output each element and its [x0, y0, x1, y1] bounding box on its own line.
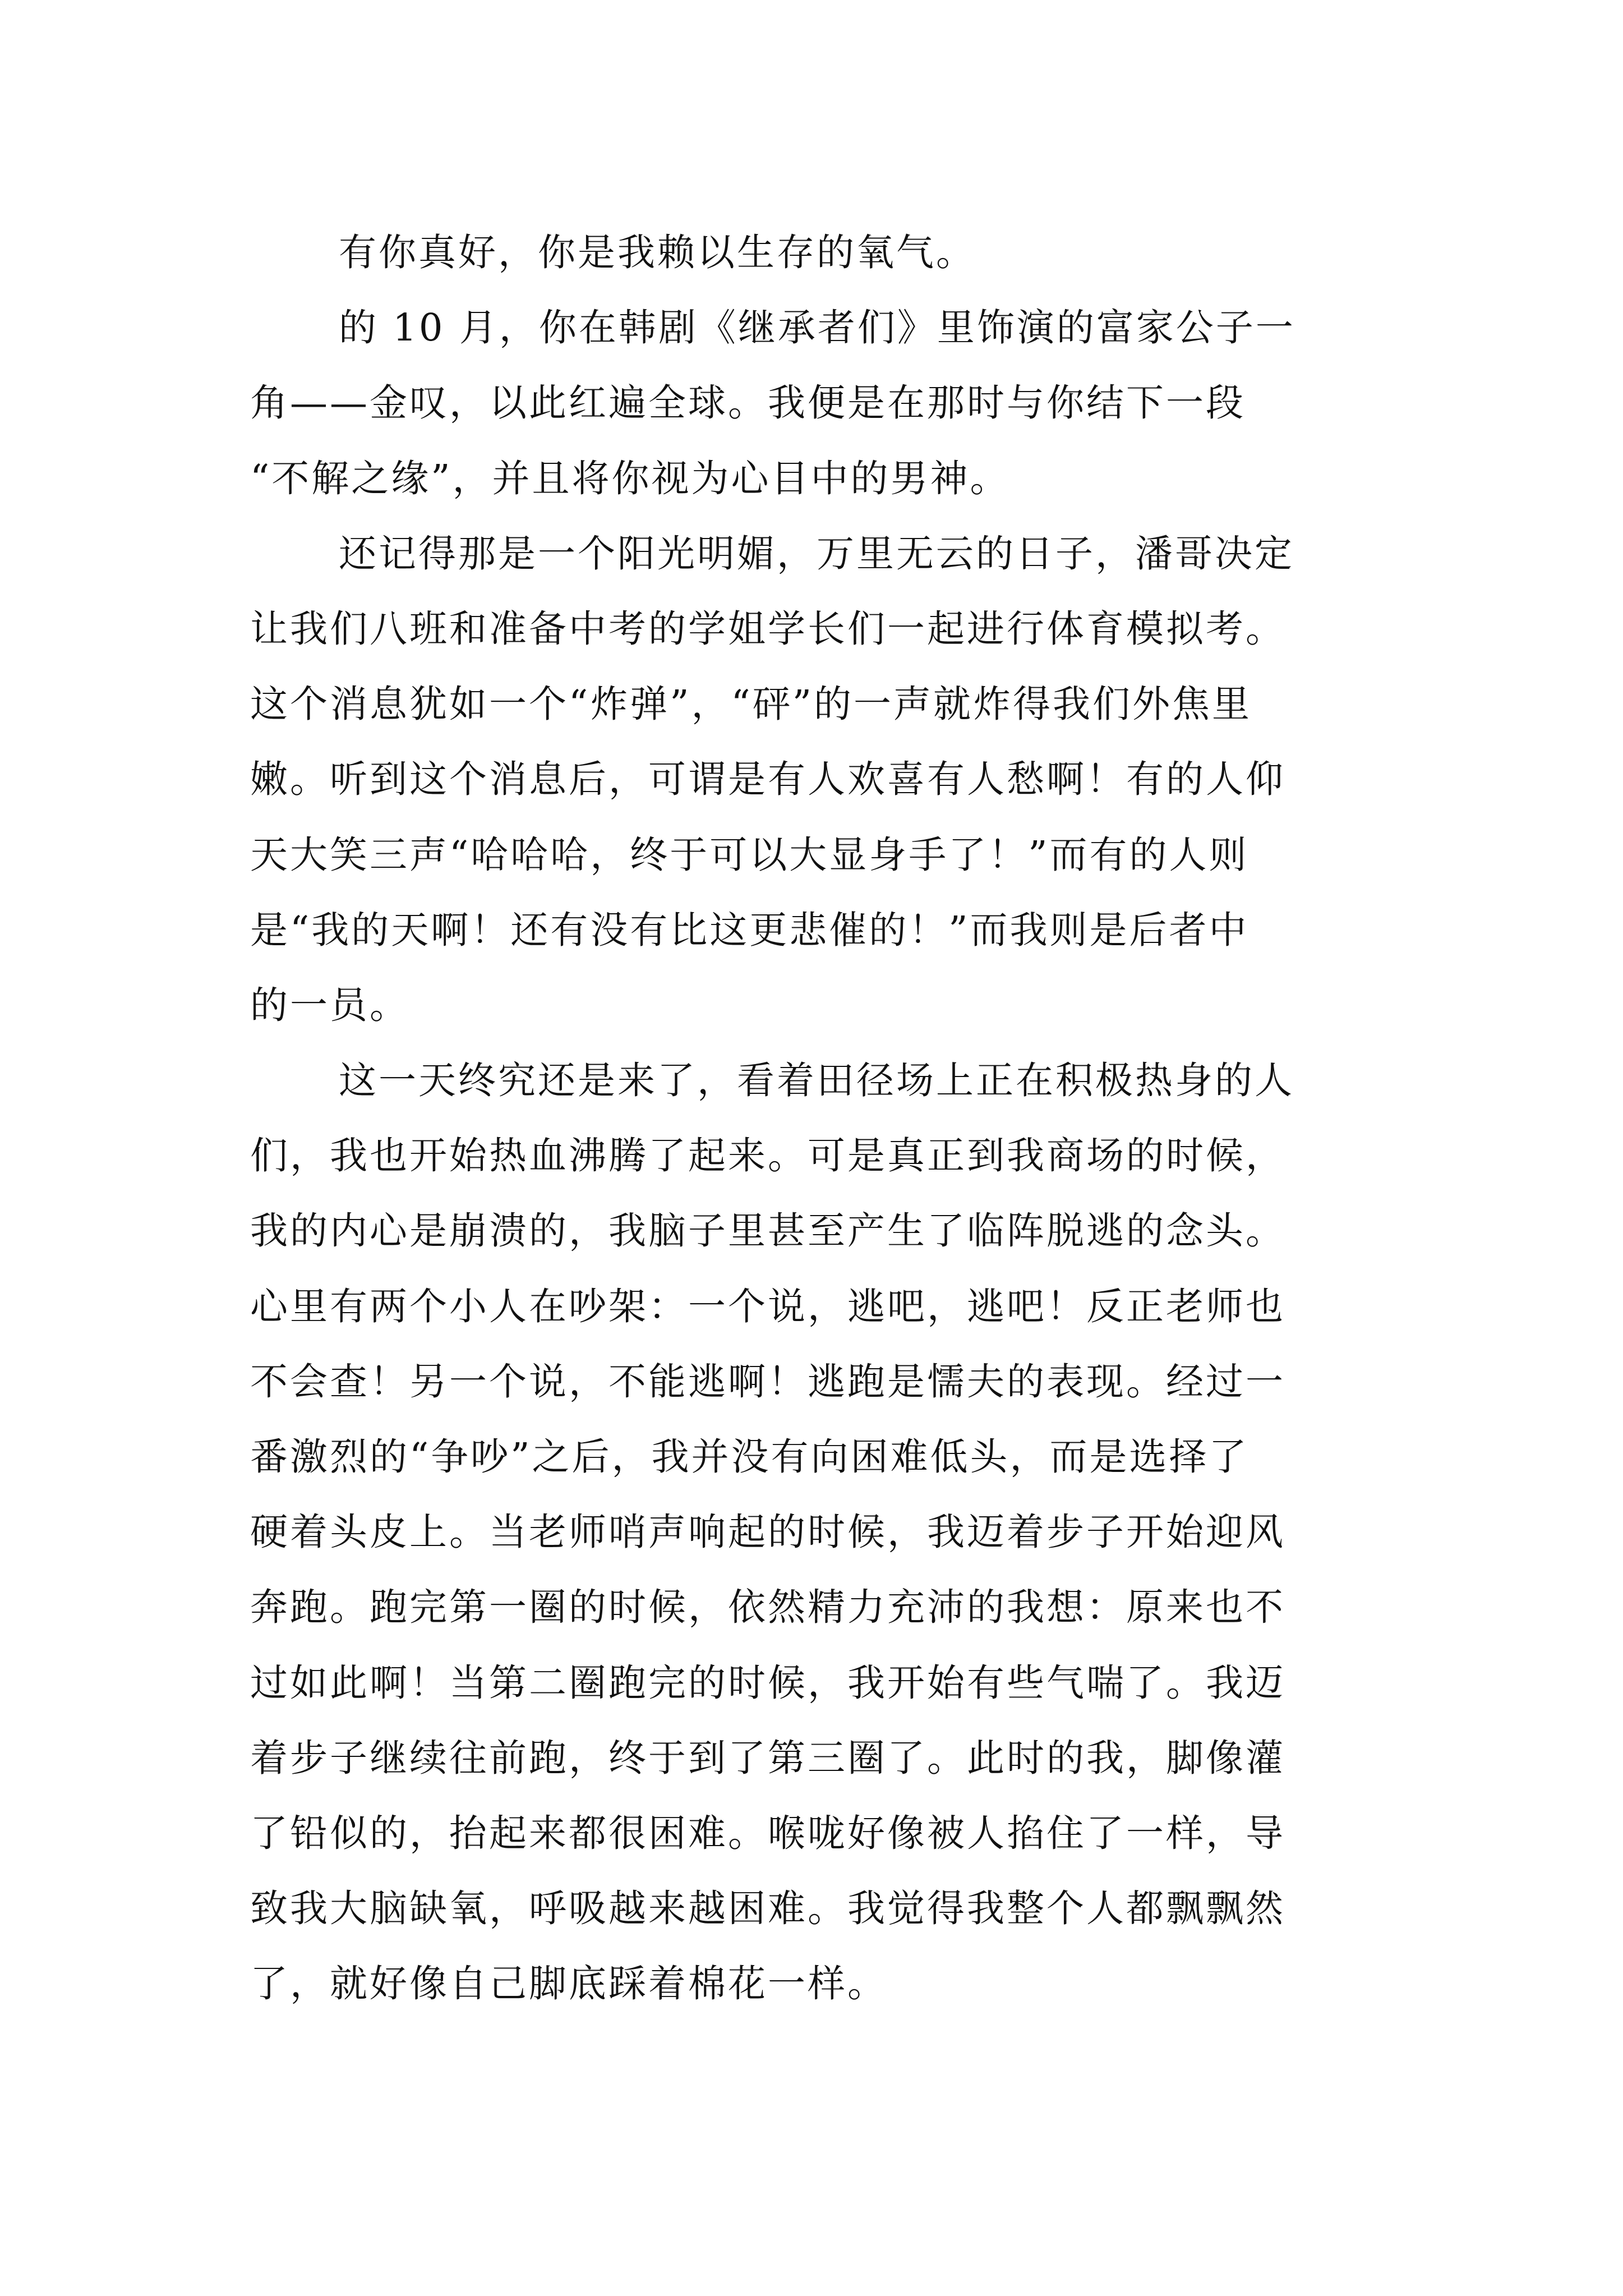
text-line: 角——金叹，以此红遍全球。我便是在那时与你结下一段 — [250, 381, 1246, 425]
text-line: 致我大脑缺氧，呼吸越来越困难。我觉得我整个人都飘飘然 — [250, 1887, 1285, 1931]
paragraph-4 — [250, 1043, 1377, 2021]
text-line: 的一员。 — [250, 983, 409, 1027]
text-line: “不解之缘”，并且将你视为心目中的男神。 — [250, 456, 1010, 500]
text-line: 让我们八班和准备中考的学姐学长们一起进行体育模拟考。 — [250, 606, 1285, 651]
text-line: 不会查！另一个说，不能逃啊！逃跑是懦夫的表现。经过一 — [250, 1359, 1285, 1404]
text-line: 过如此啊！当第二圈跑完的时候，我开始有些气喘了。我迈 — [250, 1660, 1285, 1705]
text-line: 了铅似的，抬起来都很困难。喉咙好像被人掐住了一样，导 — [250, 1811, 1285, 1855]
text-line: 着步子继续往前跑，终于到了第三圈了。此时的我，脚像灌 — [250, 1736, 1285, 1780]
document-body — [250, 215, 1377, 2022]
text-line: 嫩。听到这个消息后，可谓是有人欢喜有人愁啊！有的人仰 — [250, 757, 1285, 802]
text-line: 是“我的天啊！还有没有比这更悲催的！”而我则是后者中 — [250, 908, 1249, 952]
text-line: 有你真好，你是我赖以生存的氧气。 — [339, 231, 976, 274]
text-line: 心里有两个小人在吵架：一个说，逃吧，逃吧！反正老师也 — [250, 1284, 1285, 1328]
text-line: 奔跑。跑完第一圈的时候，依然精力充沛的我想：原来也不 — [250, 1585, 1285, 1630]
text-line: 的 10 月，你在韩剧《继承者们》里饰演的富家公子一 — [339, 306, 1295, 350]
text-line: 了，就好像自己脚底踩着棉花一样。 — [250, 1962, 887, 2006]
paragraph-3 — [250, 516, 1377, 1043]
text-line: 们，我也开始热血沸腾了起来。可是真正到我商场的时候， — [250, 1134, 1285, 1178]
text-line: 这个消息犹如一个“炸弹”，“砰”的一声就炸得我们外焦里 — [250, 682, 1252, 726]
text-line: 这一天终究还是来了，看着田径场上正在积极热身的人 — [339, 1059, 1294, 1103]
text-line: 我的内心是崩溃的，我脑子里甚至产生了临阵脱逃的念头。 — [250, 1209, 1285, 1253]
text-line: 天大笑三声“哈哈哈，终于可以大显身手了！”而有的人则 — [250, 832, 1249, 877]
paragraph-1 — [250, 215, 1377, 290]
text-line: 番激烈的“争吵”之后，我并没有向困难低头，而是选择了 — [250, 1435, 1249, 1479]
text-line: 硬着头皮上。当老师哨声响起的时候，我迈着步子开始迎风 — [250, 1510, 1285, 1554]
paragraph-2 — [250, 290, 1377, 516]
text-line: 还记得那是一个阳光明媚，万里无云的日子，潘哥决定 — [339, 531, 1294, 576]
